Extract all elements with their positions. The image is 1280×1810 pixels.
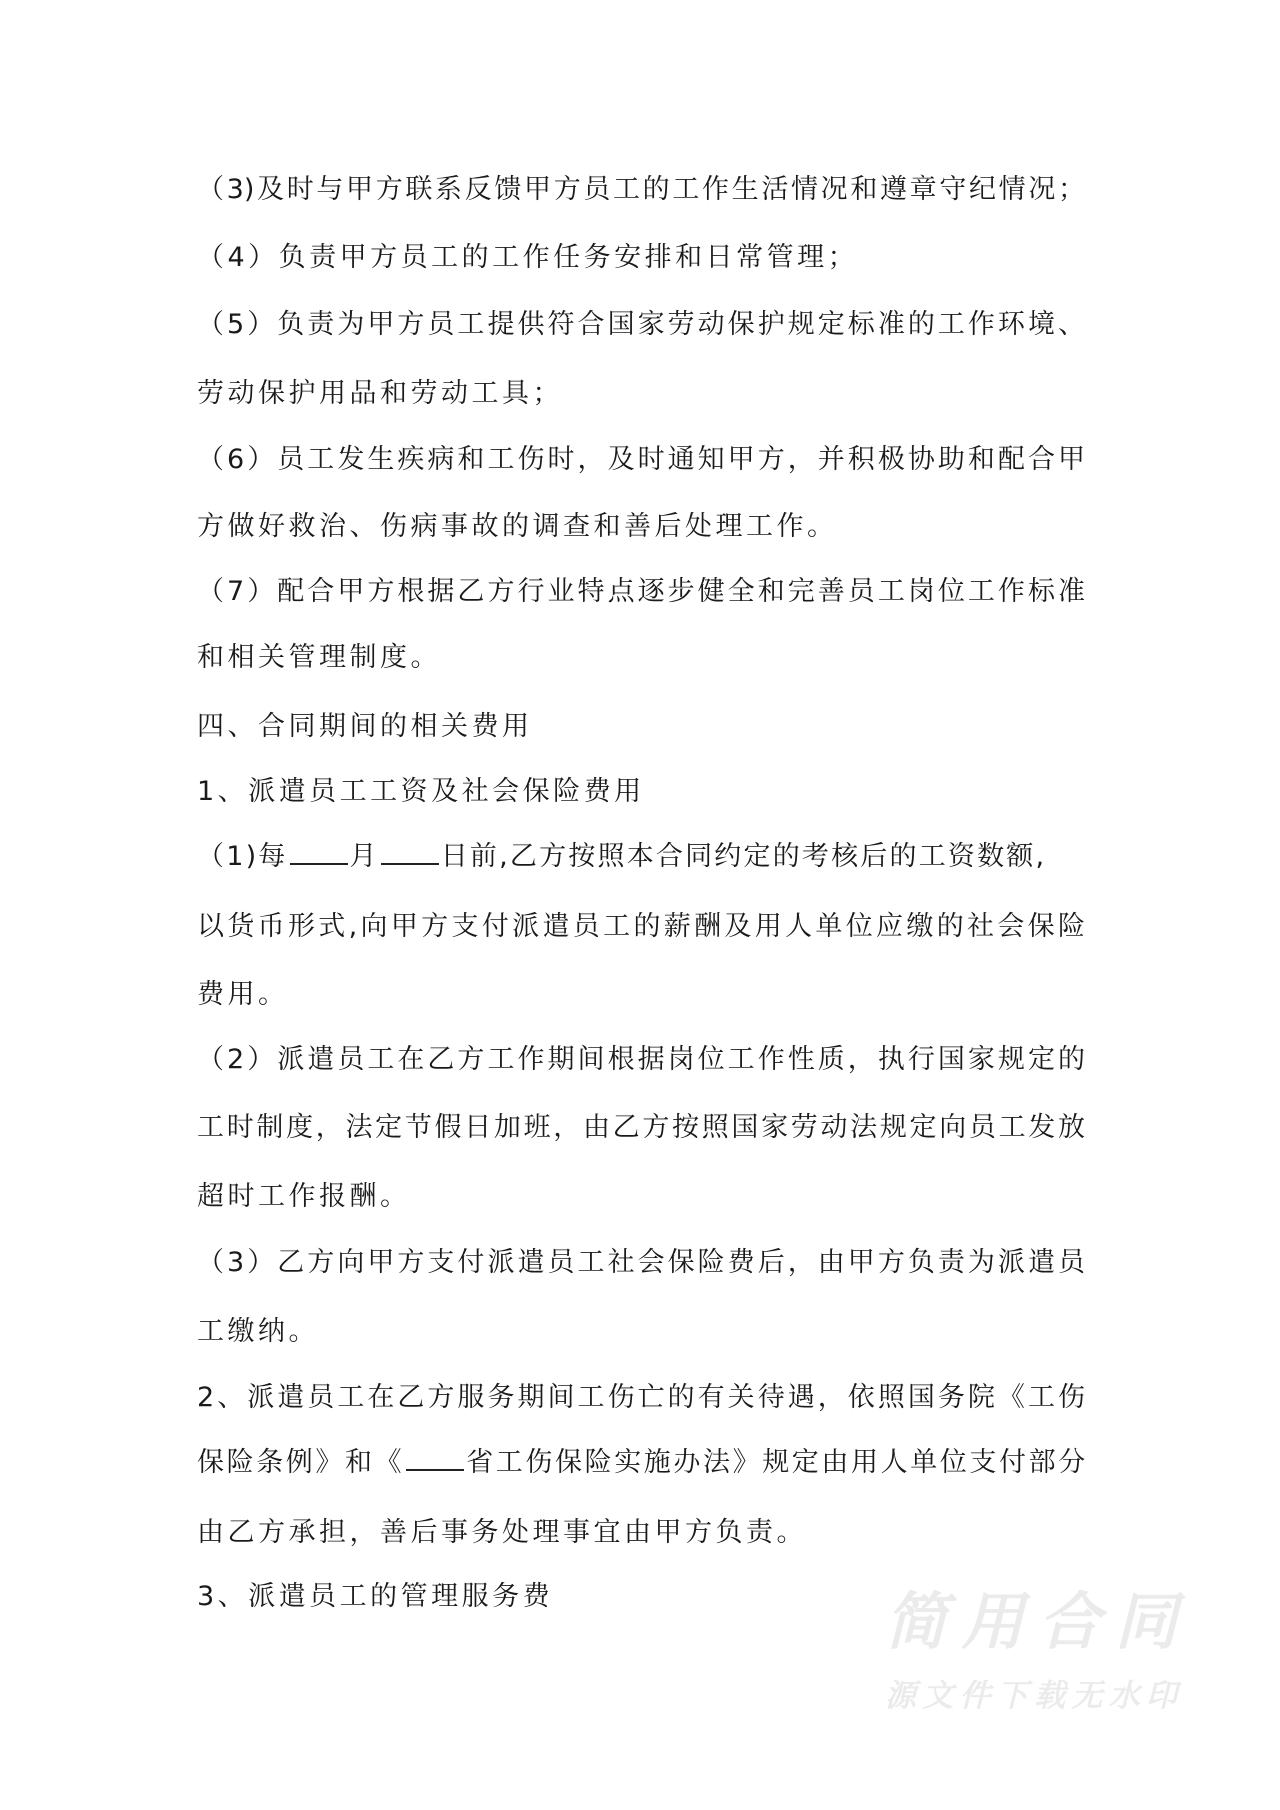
payment-clause-1-line-1 (197, 837, 1085, 877)
clause-7-line-1: （7）配合甲方根据乙方行业特点逐步健全和完善员工岗位工作标准 (197, 576, 1085, 607)
clause-6-line-1: （6）员工发生疾病和工伤时，及时通知甲方，并积极协助和配合甲 (197, 444, 1085, 475)
clause-7-line-2: 和相关管理制度。 (197, 642, 441, 673)
clause-5-line-1: （5）负责为甲方员工提供符合国家劳动保护规定标准的工作环境、 (197, 309, 1085, 340)
regulation-suffix: 省工伤保险实施办法》规定由用人单位支付部分 (466, 1447, 1088, 1478)
province-blank-field[interactable] (406, 1443, 464, 1471)
subsection-2-line-1: 2、派遣员工在乙方服务期间工伤亡的有关待遇，依照国务院《工伤 (197, 1382, 1085, 1413)
payment-clause-month: 月 (349, 841, 379, 872)
watermark-title: 简用合同 (885, 1585, 1177, 1658)
payment-clause-2-line-2: 工时制度，法定节假日加班，由乙方按照国家劳动法规定向员工发放 (197, 1112, 1085, 1143)
clause-6-line-2: 方做好救治、伤病事故的调查和善后处理工作。 (197, 511, 838, 542)
payment-clause-2-line-1: （2）派遣员工在乙方工作期间根据岗位工作性质，执行国家规定的 (197, 1044, 1085, 1075)
payment-clause-suffix: 日前,乙方按照本合同约定的考核后的工资数额, (440, 841, 1047, 872)
clause-4-line: （4）负责甲方员工的工作任务安排和日常管理； (197, 242, 859, 273)
payment-clause-1-line-3: 费用。 (197, 979, 289, 1010)
regulation-prefix: 保险条例》和《 (197, 1447, 405, 1478)
subsection-2-line-3: 由乙方承担，善后事务处理事宜由甲方负责。 (197, 1517, 807, 1548)
watermark-subtitle: 源文件下载无水印 (885, 1678, 1177, 1714)
day-blank-field[interactable] (381, 837, 439, 865)
payment-clause-2-line-3: 超时工作报酬。 (197, 1181, 411, 1212)
clause-3-line: （3)及时与甲方联系反馈甲方员工的工作生活情况和遵章守纪情况； (197, 174, 1085, 205)
month-blank-field[interactable] (290, 837, 348, 865)
payment-clause-prefix: （1)每 (197, 841, 288, 872)
subsection-3-heading: 3、派遣员工的管理服务费 (197, 1581, 554, 1612)
subsection-1-heading: 1、派遣员工工资及社会保险费用 (197, 776, 645, 807)
subsection-2-line-2 (197, 1443, 1088, 1483)
payment-clause-3-line-1: （3）乙方向甲方支付派遣员工社会保险费后，由甲方负责为派遣员 (197, 1247, 1085, 1278)
payment-clause-3-line-2: 工缴纳。 (197, 1316, 319, 1347)
section-4-heading: 四、合同期间的相关费用 (197, 711, 533, 742)
clause-5-line-2: 劳动保护用品和劳动工具； (197, 378, 563, 409)
payment-clause-1-line-2: 以货币形式,向甲方支付派遣员工的薪酬及用人单位应缴的社会保险 (197, 911, 1085, 942)
